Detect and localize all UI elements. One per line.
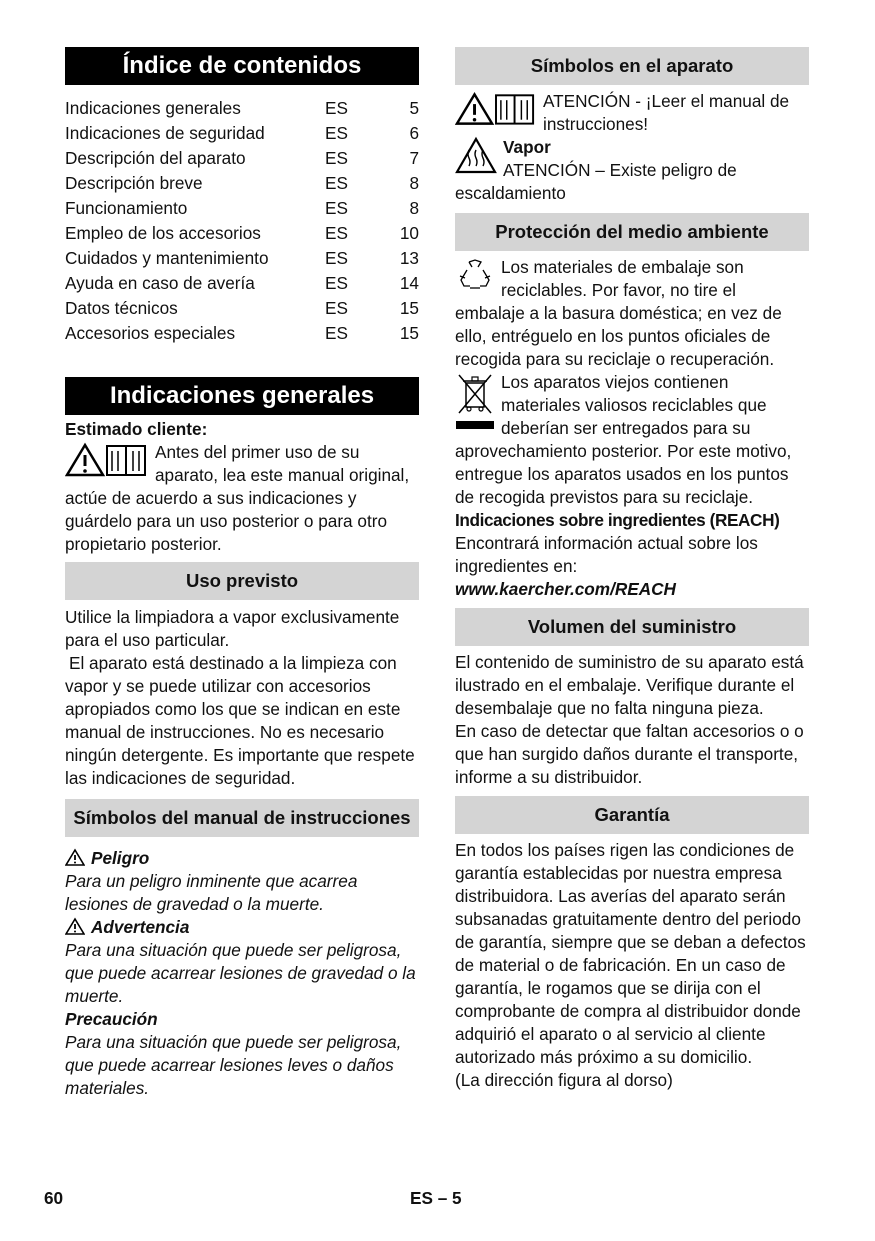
toc-row-label: Empleo de los accesorios	[65, 223, 261, 243]
attention-block	[455, 90, 809, 136]
toc-row-label: Indicaciones de seguridad	[65, 123, 265, 143]
toc-row-page: 10	[399, 223, 419, 243]
warning-manual-icon	[455, 90, 537, 126]
intended-use-p1: Utilice la limpiadora a vapor exclusivamente para el uso particular.	[65, 607, 400, 650]
toc-row-page: 8	[409, 198, 419, 218]
toc-row-page: 13	[399, 248, 419, 268]
steam-block	[455, 136, 809, 205]
manual-symbols-title: Símbolos del manual de instrucciones	[65, 799, 419, 837]
supply-p1: El contenido de suministro de su aparato está ilustrado en el embalaje. Verifique durante el desembalaje que no falta ninguna pieza.	[455, 652, 804, 718]
warning-manual-icon	[65, 441, 149, 477]
danger-warning-icon	[65, 848, 85, 866]
toc-row[interactable]	[65, 321, 419, 346]
toc-row-lang: ES	[325, 148, 348, 168]
page-number: 60	[44, 1188, 64, 1208]
toc-row-page: 14	[399, 273, 419, 293]
right-column	[455, 47, 809, 1092]
toc-row-lang: ES	[325, 123, 348, 143]
general-title: Indicaciones generales	[65, 377, 419, 415]
old-devices-text: Los aparatos viejos contienen materiales valiosos reciclables que deberían ser entregados para su aprovechamiento posterior. Por este motivo, entregue los aparatos usados en los puntos de recogida previstos para su reciclaje.	[455, 372, 792, 507]
caution-text: Para una situación que puede ser peligrosa, que puede acarrear lesiones leves o daños materiales.	[65, 1032, 402, 1098]
toc-row-lang: ES	[325, 223, 348, 243]
attention-text: ATENCIÓN - ¡Leer el manual de instrucciones!	[543, 91, 790, 134]
steam-label: Vapor	[503, 137, 551, 157]
toc-row-page: 15	[399, 298, 419, 318]
warranty-p2: (La dirección figura al dorso)	[455, 1070, 673, 1090]
toc-row[interactable]	[65, 171, 419, 196]
toc-row-label: Funcionamiento	[65, 198, 188, 218]
toc-row-page: 7	[409, 148, 419, 168]
toc-row-lang: ES	[325, 273, 348, 293]
toc-row-label: Cuidados y mantenimiento	[65, 248, 269, 268]
toc-row-label: Ayuda en caso de avería	[65, 273, 255, 293]
toc-row[interactable]	[65, 196, 419, 221]
caution-label: Precaución	[65, 1009, 158, 1029]
supply-title: Volumen del suministro	[455, 608, 809, 646]
warning-label: Advertencia	[91, 917, 190, 937]
toc-row-page: 5	[409, 98, 419, 118]
toc-row[interactable]	[65, 121, 419, 146]
general-body-block	[65, 441, 419, 556]
toc-row-lang: ES	[325, 98, 348, 118]
reach-url[interactable]: www.kaercher.com/REACH	[455, 579, 676, 599]
warranty-p1: En todos los países rigen las condiciones de garantía establecidas por nuestra empresa distribuidora. Las averías del aparato serán subsanadas gratuitamente dentro del periodo de garantía, siempre que se deban a defectos de material o de fabricación. En un caso de garantía, le rogamos que se dirija con el comprobante de compra al distribuidor donde adquirió el aparato o al servicio al cliente autorizado más próximo a su domicilio.	[455, 840, 806, 1067]
hot-steam-warning-icon	[455, 136, 497, 174]
danger-text: Para un peligro inminente que acarrea lesiones de gravedad o la muerte.	[65, 871, 358, 914]
crossed-bin-icon	[455, 371, 495, 435]
toc-title: Índice de contenidos	[65, 47, 419, 85]
toc-row-page: 8	[409, 173, 419, 193]
environment-title: Protección del medio ambiente	[455, 213, 809, 251]
danger-heading	[65, 847, 419, 870]
toc-row[interactable]	[65, 246, 419, 271]
warning-triangle-icon	[65, 917, 85, 935]
intended-use-p2: El aparato está destinado a la limpieza con vapor y se puede utilizar con accesorios apropiados como los que se indican en este manual de instrucciones. No es necesario ningún detergente. Es importante que respete las indicaciones de seguridad.	[65, 653, 415, 788]
danger-label: Peligro	[91, 848, 150, 868]
toc-row-label: Descripción del aparato	[65, 148, 246, 168]
toc-row[interactable]	[65, 221, 419, 246]
toc-row[interactable]	[65, 271, 419, 296]
toc-row-label: Descripción breve	[65, 173, 203, 193]
intended-use-title: Uso previsto	[65, 562, 419, 600]
section-ref: ES – 5	[410, 1188, 462, 1208]
recycle-icon	[455, 256, 495, 296]
toc-row[interactable]	[65, 96, 419, 121]
toc-row-label: Indicaciones generales	[65, 98, 241, 118]
toc-row-lang: ES	[325, 173, 348, 193]
toc-table	[65, 96, 419, 346]
toc-row[interactable]	[65, 296, 419, 321]
toc-row-label: Accesorios especiales	[65, 323, 236, 343]
greeting: Estimado cliente:	[65, 419, 208, 439]
toc-row-lang: ES	[325, 198, 348, 218]
left-column	[65, 47, 419, 1100]
supply-p2: En caso de detectar que faltan accesorios o o que han surgido daños durante el transporte, informe a su distribuidor.	[455, 721, 804, 787]
warning-text: Para una situación que puede ser peligrosa, que puede acarrear lesiones de gravedad o la muerte.	[65, 940, 416, 1006]
toc-row-lang: ES	[325, 298, 348, 318]
device-symbols-title: Símbolos en el aparato	[455, 47, 809, 85]
old-devices-block	[455, 371, 809, 509]
general-body: Antes del primer uso de su aparato, lea este manual original, actúe de acuerdo a sus indicaciones y guárdelo para un uso posterior o para otro propietario posterior.	[65, 442, 410, 554]
toc-row-page: 15	[399, 323, 419, 343]
warranty-title: Garantía	[455, 796, 809, 834]
reach-text: Encontrará información actual sobre los ingredientes en:	[455, 533, 758, 576]
toc-row-label: Datos técnicos	[65, 298, 178, 318]
warning-heading	[65, 916, 419, 939]
packaging-text: Los materiales de embalaje son reciclables. Por favor, no tire el embalaje a la basura doméstica; en vez de ello, entréguelo en los puntos oficiales de recogida para su reciclaje o recuperación.	[455, 257, 782, 369]
toc-row-lang: ES	[325, 323, 348, 343]
steam-text: ATENCIÓN – Existe peligro de escaldamiento	[455, 160, 737, 203]
toc-row-lang: ES	[325, 248, 348, 268]
toc-row[interactable]	[65, 146, 419, 171]
packaging-block	[455, 256, 809, 371]
toc-row-page: 6	[409, 123, 419, 143]
reach-heading: Indicaciones sobre ingredientes (REACH)	[455, 510, 780, 530]
